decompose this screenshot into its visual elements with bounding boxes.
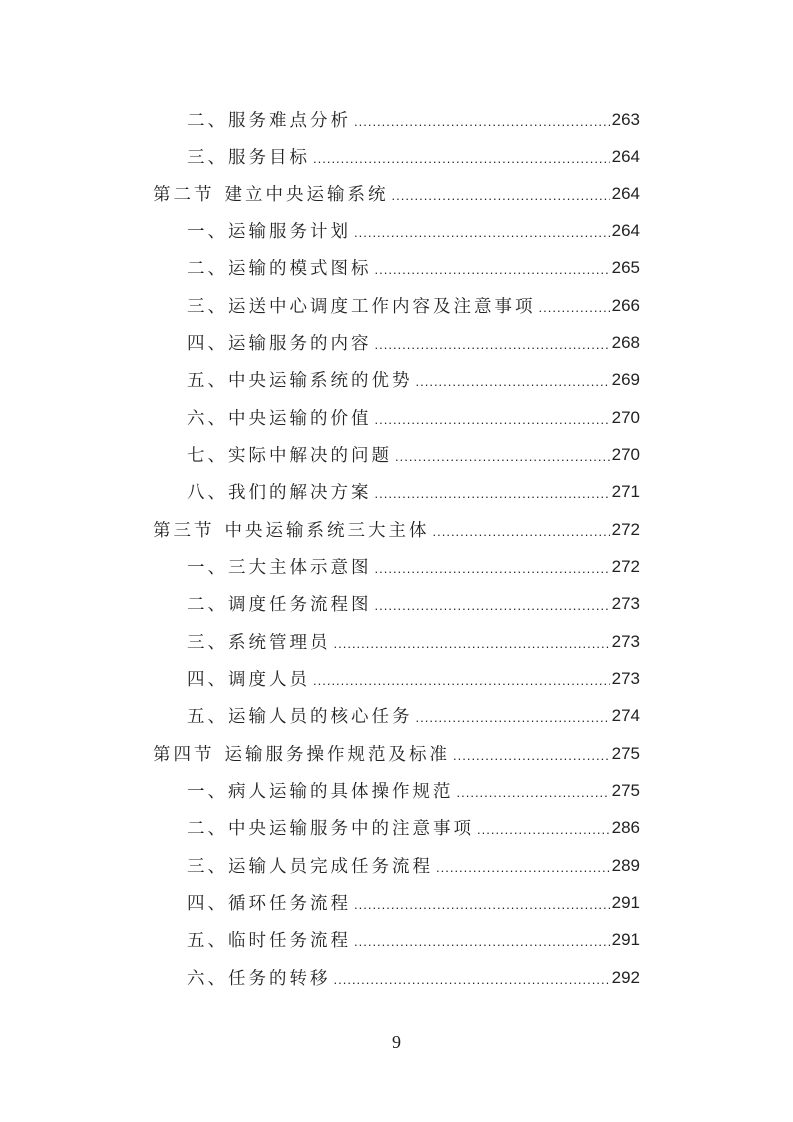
- toc-entry-label: 二、中央运输服务中的注意事项: [187, 819, 474, 839]
- toc-leader-dots: [313, 669, 610, 688]
- toc-entry-label: 四、循环任务流程: [187, 894, 351, 914]
- toc-page-number: 264: [611, 220, 640, 240]
- toc-page-number: 271: [611, 481, 640, 501]
- toc-leader-dots: [416, 706, 610, 725]
- toc-leader-dots: [457, 781, 610, 800]
- toc-entry[interactable]: [187, 212, 640, 249]
- toc-page-number: 265: [611, 257, 640, 277]
- toc-page-number: 270: [611, 407, 640, 427]
- toc-leader-dots: [375, 258, 610, 277]
- toc-entry-label: 四、运输服务的内容: [187, 334, 372, 354]
- toc-page-number: 289: [611, 855, 640, 875]
- toc-entry-label: 三、运输人员完成任务流程: [187, 857, 433, 877]
- toc-page-number: 266: [611, 295, 640, 315]
- toc-page-number: 264: [611, 183, 640, 203]
- toc-page-number: 291: [611, 892, 640, 912]
- toc-leader-dots: [334, 968, 610, 987]
- toc-section-number: 第二节: [153, 185, 215, 205]
- toc-entry[interactable]: [187, 772, 640, 809]
- toc-section-title: 中央运输系统三大主体: [224, 521, 430, 541]
- toc-page-number: 272: [611, 519, 640, 539]
- toc-section-title: 运输服务操作规范及标准: [224, 745, 450, 765]
- toc-entry[interactable]: [187, 138, 640, 175]
- toc-entry-label: 一、运输服务计划: [187, 222, 351, 242]
- toc-entry[interactable]: [187, 436, 640, 473]
- toc-leader-dots: [375, 408, 610, 427]
- toc-leader-dots: [433, 520, 610, 539]
- toc-entry-label: 五、运输人员的核心任务: [187, 707, 413, 727]
- toc-entry[interactable]: [187, 884, 640, 921]
- toc-entry-label: 一、病人运输的具体操作规范: [187, 782, 454, 802]
- toc-leader-dots: [354, 221, 610, 240]
- toc-entry[interactable]: [187, 287, 640, 324]
- toc-entry[interactable]: [187, 101, 640, 138]
- toc-entry[interactable]: [187, 249, 640, 286]
- toc-page-number: 270: [611, 444, 640, 464]
- toc-entry-label: 五、临时任务流程: [187, 931, 351, 951]
- toc-section-entry[interactable]: [153, 175, 640, 212]
- toc-entry[interactable]: [187, 697, 640, 734]
- toc-entry[interactable]: [187, 959, 640, 996]
- toc-leader-dots: [375, 594, 610, 613]
- toc-page-number: 272: [611, 556, 640, 576]
- toc-entry[interactable]: [187, 921, 640, 958]
- toc-entry[interactable]: [187, 399, 640, 436]
- toc-leader-dots: [375, 482, 610, 501]
- toc-entry-label: 六、中央运输的价值: [187, 409, 372, 429]
- toc-leader-dots: [395, 445, 610, 464]
- toc-entry-label: 二、运输的模式图标: [187, 259, 372, 279]
- toc-page-number: 291: [611, 929, 640, 949]
- toc-section-entry[interactable]: [153, 511, 640, 548]
- toc-leader-dots: [375, 557, 610, 576]
- toc-entry[interactable]: [187, 361, 640, 398]
- toc-entry[interactable]: [187, 324, 640, 361]
- toc-page-number: 264: [611, 146, 640, 166]
- toc-page-number: 273: [611, 668, 640, 688]
- toc-entry[interactable]: [187, 809, 640, 846]
- toc-leader-dots: [334, 632, 610, 651]
- toc-entry[interactable]: [187, 473, 640, 510]
- toc-leader-dots: [453, 744, 610, 763]
- toc-entry-label: 七、实际中解决的问题: [187, 446, 392, 466]
- toc-page-number: 275: [611, 780, 640, 800]
- toc-section-entry[interactable]: [153, 735, 640, 772]
- toc-entry[interactable]: [187, 660, 640, 697]
- toc-page-number: 273: [611, 631, 640, 651]
- toc-page-number: 273: [611, 593, 640, 613]
- toc-section-number: 第三节: [153, 521, 215, 541]
- toc-page-number: 286: [611, 817, 640, 837]
- toc-entry-label: 二、调度任务流程图: [187, 595, 372, 615]
- toc-leader-dots: [354, 893, 610, 912]
- toc-entry[interactable]: [187, 847, 640, 884]
- toc-entry-label: 四、调度人员: [187, 670, 310, 690]
- toc-page-number: 292: [611, 967, 640, 987]
- toc-section-number: 第四节: [153, 745, 215, 765]
- toc-leader-dots: [313, 147, 610, 166]
- toc-entry-label: 六、任务的转移: [187, 969, 331, 989]
- toc-entry-label: 五、中央运输系统的优势: [187, 371, 413, 391]
- toc-leader-dots: [477, 818, 610, 837]
- toc-leader-dots: [354, 930, 610, 949]
- toc-page-number: 269: [611, 369, 640, 389]
- toc-entry-label: 三、系统管理员: [187, 633, 331, 653]
- toc-entry-label: 八、我们的解决方案: [187, 483, 372, 503]
- toc-page-number: 268: [611, 332, 640, 352]
- toc-section-title: 建立中央运输系统: [224, 185, 389, 205]
- toc-page-number: 274: [611, 705, 640, 725]
- toc-leader-dots: [416, 370, 610, 389]
- toc-leader-dots: [392, 184, 610, 203]
- toc-entry-label: 二、服务难点分析: [187, 111, 351, 131]
- toc-leader-dots: [539, 296, 610, 315]
- toc-leader-dots: [436, 856, 610, 875]
- toc-entry-label: 三、运送中心调度工作内容及注意事项: [187, 297, 536, 317]
- toc-page-number: 275: [611, 743, 640, 763]
- page-number-footer: 9: [392, 1032, 401, 1052]
- toc-leader-dots: [375, 333, 610, 352]
- toc-page-number: 263: [611, 109, 640, 129]
- toc-entry[interactable]: [187, 585, 640, 622]
- toc-entry[interactable]: [187, 623, 640, 660]
- toc-entry-label: 一、三大主体示意图: [187, 558, 372, 578]
- toc-entry[interactable]: [187, 548, 640, 585]
- toc-leader-dots: [354, 110, 610, 129]
- toc-entry-label: 三、服务目标: [187, 148, 310, 168]
